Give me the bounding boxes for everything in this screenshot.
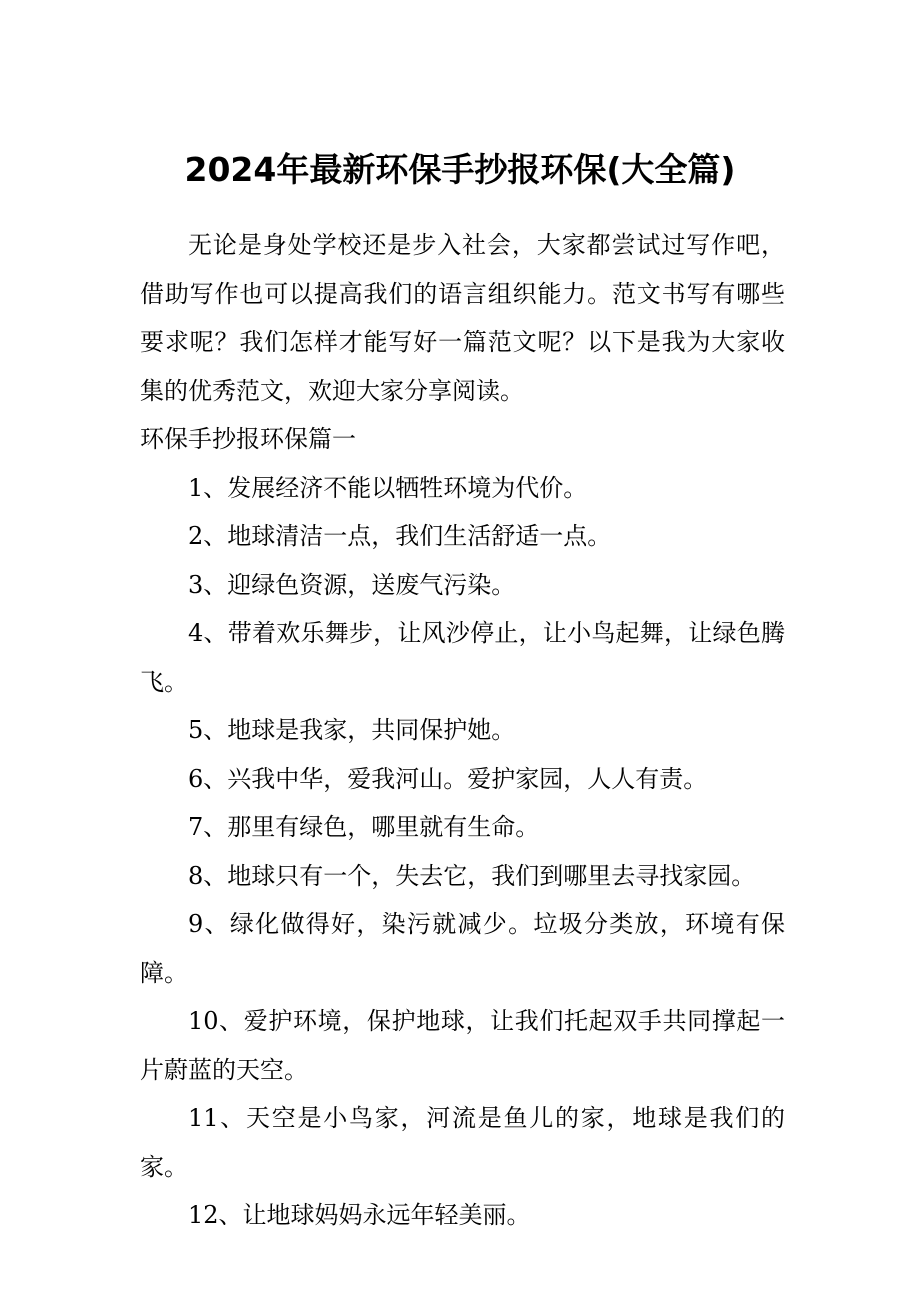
list-item: 10、爱护环境，保护地球，让我们托起双手共同撑起一片蔚蓝的天空。 — [140, 1007, 785, 1084]
list-item: 12、让地球妈妈永远年轻美丽。 — [188, 1201, 531, 1229]
list-item: 5、地球是我家，共同保护她。 — [188, 716, 516, 744]
list-item: 11、天空是小鸟家，河流是鱼儿的家，地球是我们的家。 — [140, 1104, 785, 1181]
list-item: 6、兴我中华，爱我河山。爱护家园，人人有责。 — [188, 764, 708, 793]
list-item: 3、迎绿色资源，送废气污染。 — [188, 570, 516, 599]
document-title: 2024年最新环保手抄报环保(大全篇) — [184, 150, 736, 189]
intro-paragraph: 无论是身处学校还是步入社会，大家都尝试过写作吧，借助写作也可以提高我们的语言组织能力。范文书写有哪些要求呢？我们怎样才能写好一篇范文呢？以下是我为大家收集的优秀范文，欢迎大家分享阅读。 — [140, 231, 785, 405]
list-item: 4、带着欢乐舞步，让风沙停止，让小鸟起舞，让绿色腾飞。 — [140, 619, 785, 696]
list-item: 8、地球只有一个，失去它，我们到哪里去寻找家园。 — [188, 861, 756, 890]
list-item: 9、绿化做得好，染污就减少。垃圾分类放，环境有保障。 — [140, 910, 785, 987]
list-item: 2、地球清洁一点，我们生活舒适一点。 — [188, 522, 612, 550]
section-heading: 环保手抄报环保篇一 — [140, 425, 356, 453]
document-body — [140, 221, 785, 1240]
list-item: 1、发展经济不能以牺牲环境为代价。 — [188, 473, 588, 502]
list-item: 7、那里有绿色，哪里就有生命。 — [188, 813, 540, 841]
